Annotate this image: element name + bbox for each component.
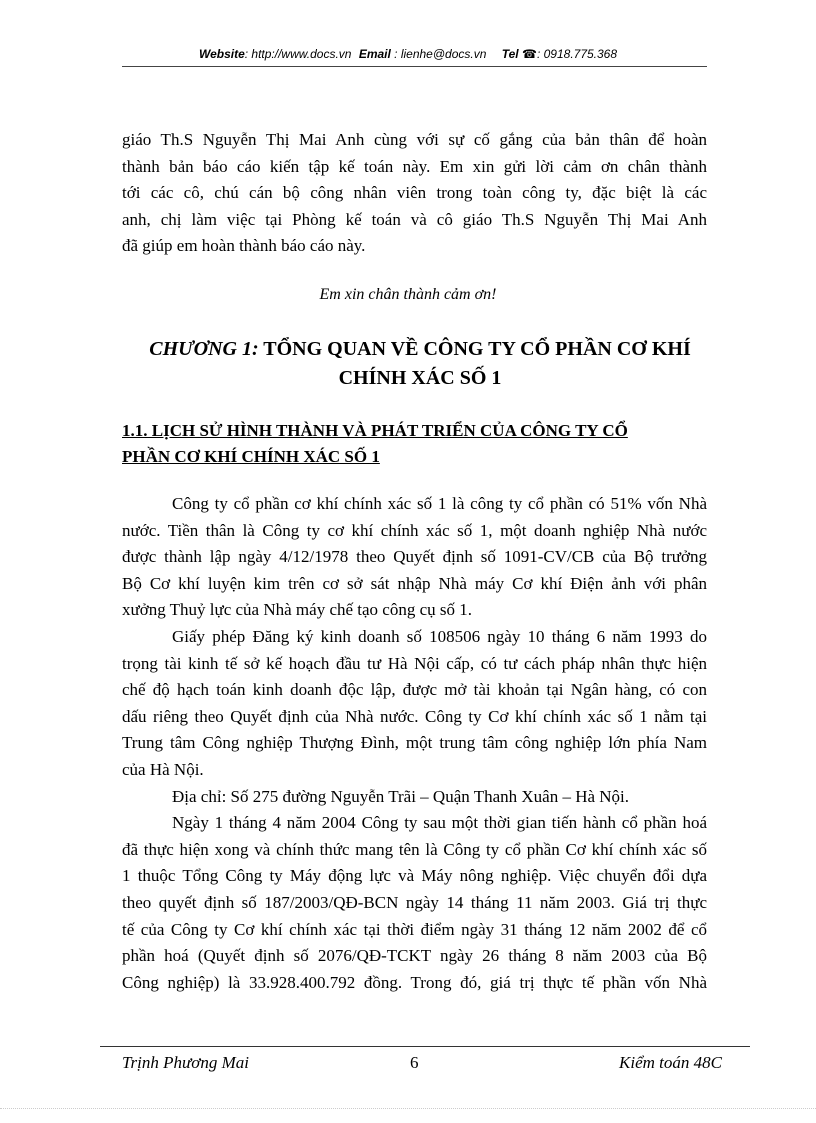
body-line: Trung tâm Công nghiệp Thượng Đình, một trung tâm công nghiệp lớn phía Nam [122, 733, 707, 753]
chapter-heading [100, 335, 740, 393]
tel-label: Tel [501, 47, 519, 61]
email-label: Email [358, 47, 391, 61]
body-line: Công nghiệp) là 33.928.400.792 đồng. Trong đó, giá trị thực tế phần vốn Nhà [122, 972, 707, 992]
body-line: của Hà Nội. [122, 759, 204, 779]
body-text [122, 491, 707, 996]
body-line: Địa chỉ: Số 275 đường Nguyễn Trãi – Quận Thanh Xuân – Hà Nội. [172, 786, 630, 806]
footer-author: Trịnh Phương Mai [122, 1053, 249, 1072]
page-header [0, 47, 816, 61]
chapter-title-line2: CHÍNH XÁC SỐ 1 [338, 367, 502, 389]
body-line: được thành lập ngày 4/12/1978 theo Quyết định số 1091-CV/CB của Bộ trưởng [122, 547, 707, 567]
thanks-line: Em xin chân thành cảm ơn! [319, 286, 497, 303]
intro-line: giáo Th.S Nguyễn Thị Mai Anh cùng với sự cố gắng của bản thân để hoàn [122, 130, 707, 149]
footer-divider [100, 1046, 750, 1047]
body-line: Công ty cổ phần cơ khí chính xác số 1 là công ty cổ phần có 51% vốn Nhà [172, 494, 707, 513]
tel-value: : 0918.775.368 [536, 47, 618, 61]
section-title-line2: PHẦN CƠ KHÍ CHÍNH XÁC SỐ 1 [122, 447, 380, 466]
page-number: 6 [410, 1053, 419, 1072]
header-divider [122, 66, 707, 67]
section-heading [122, 418, 722, 470]
body-line: nước. Tiền thân là Công ty cơ khí chính xác số 1, một doanh nghiệp Nhà nước [122, 520, 707, 540]
intro-line: đã giúp em hoàn thành báo cáo này. [122, 236, 366, 256]
intro-line: thành bản báo cáo kiến tập kế toán này. Em xin gửi lời cảm ơn chân thành [122, 156, 707, 176]
body-line: Giấy phép Đăng ký kinh doanh số 108506 ngày 10 tháng 6 năm 1993 do [172, 626, 707, 646]
chapter-title-line1: TỔNG QUAN VỀ CÔNG TY CỔ PHẦN CƠ KHÍ [258, 338, 691, 360]
intro-line: tới các cô, chú cán bộ công nhân viên trong toàn công ty, đặc biệt là các [122, 183, 707, 203]
body-line: Bộ Cơ khí luyện kim trên cơ sở sát nhập Nhà máy Cơ khí Điện ảnh với phân [122, 573, 707, 593]
body-line: theo quyết định số 187/2003/QĐ-BCN ngày 14 tháng 11 năm 2003. Giá trị thực [122, 892, 707, 912]
section-title-line1: 1.1. LỊCH SỬ HÌNH THÀNH VÀ PHÁT TRIỂN CỦA CÔNG TY CỔ [122, 421, 628, 440]
body-line: tế của Công ty Cơ khí chính xác tại thời điểm ngày 31 tháng 12 năm 2002 để cổ [122, 919, 707, 939]
body-line: trọng tài kinh tế sở kế hoạch đầu tư Hà Nội cấp, có tư cách pháp nhân thực hiện [122, 653, 707, 673]
intro-line: anh, chị làm việc tại Phòng kế toán và cô giáo Th.S Nguyễn Thị Mai Anh [122, 209, 707, 229]
footer-class: Kiểm toán 48C [619, 1053, 722, 1072]
body-line: Ngày 1 tháng 4 năm 2004 Công ty sau một thời gian tiến hành cổ phần hoá [172, 813, 707, 833]
website-label: Website [198, 47, 245, 61]
intro-paragraph [122, 127, 707, 260]
body-line: xưởng Thuỷ lực của Nhà máy chế tạo công cụ số 1. [122, 600, 473, 620]
body-line: chế độ hạch toán kinh doanh độc lập, được mở tài khoản tại Ngân hàng, có con [122, 680, 707, 700]
phone-icon: ☎ [522, 47, 537, 61]
body-line: 1 thuộc Tổng Công ty Máy động lực và Máy nông nghiệp. Việc chuyển đổi dựa [122, 866, 707, 886]
body-line: đã thực hiện xong và chính thức mang tên là Công ty cổ phần Cơ khí chính xác số [122, 839, 707, 859]
bottom-dotted-line [0, 1108, 816, 1109]
body-line: dấu riêng theo Quyết định của Nhà nước. Công ty Cơ khí chính xác số 1 nằm tại [122, 706, 707, 726]
chapter-label: CHƯƠNG 1: [149, 338, 259, 360]
body-line: phần hoá (Quyết định số 2076/QĐ-TCKT ngày 26 tháng 8 năm 2003 của Bộ [122, 946, 707, 966]
email-value: : lienhe@docs.vn [390, 47, 487, 61]
website-value: : http://www.docs.vn [244, 47, 352, 61]
